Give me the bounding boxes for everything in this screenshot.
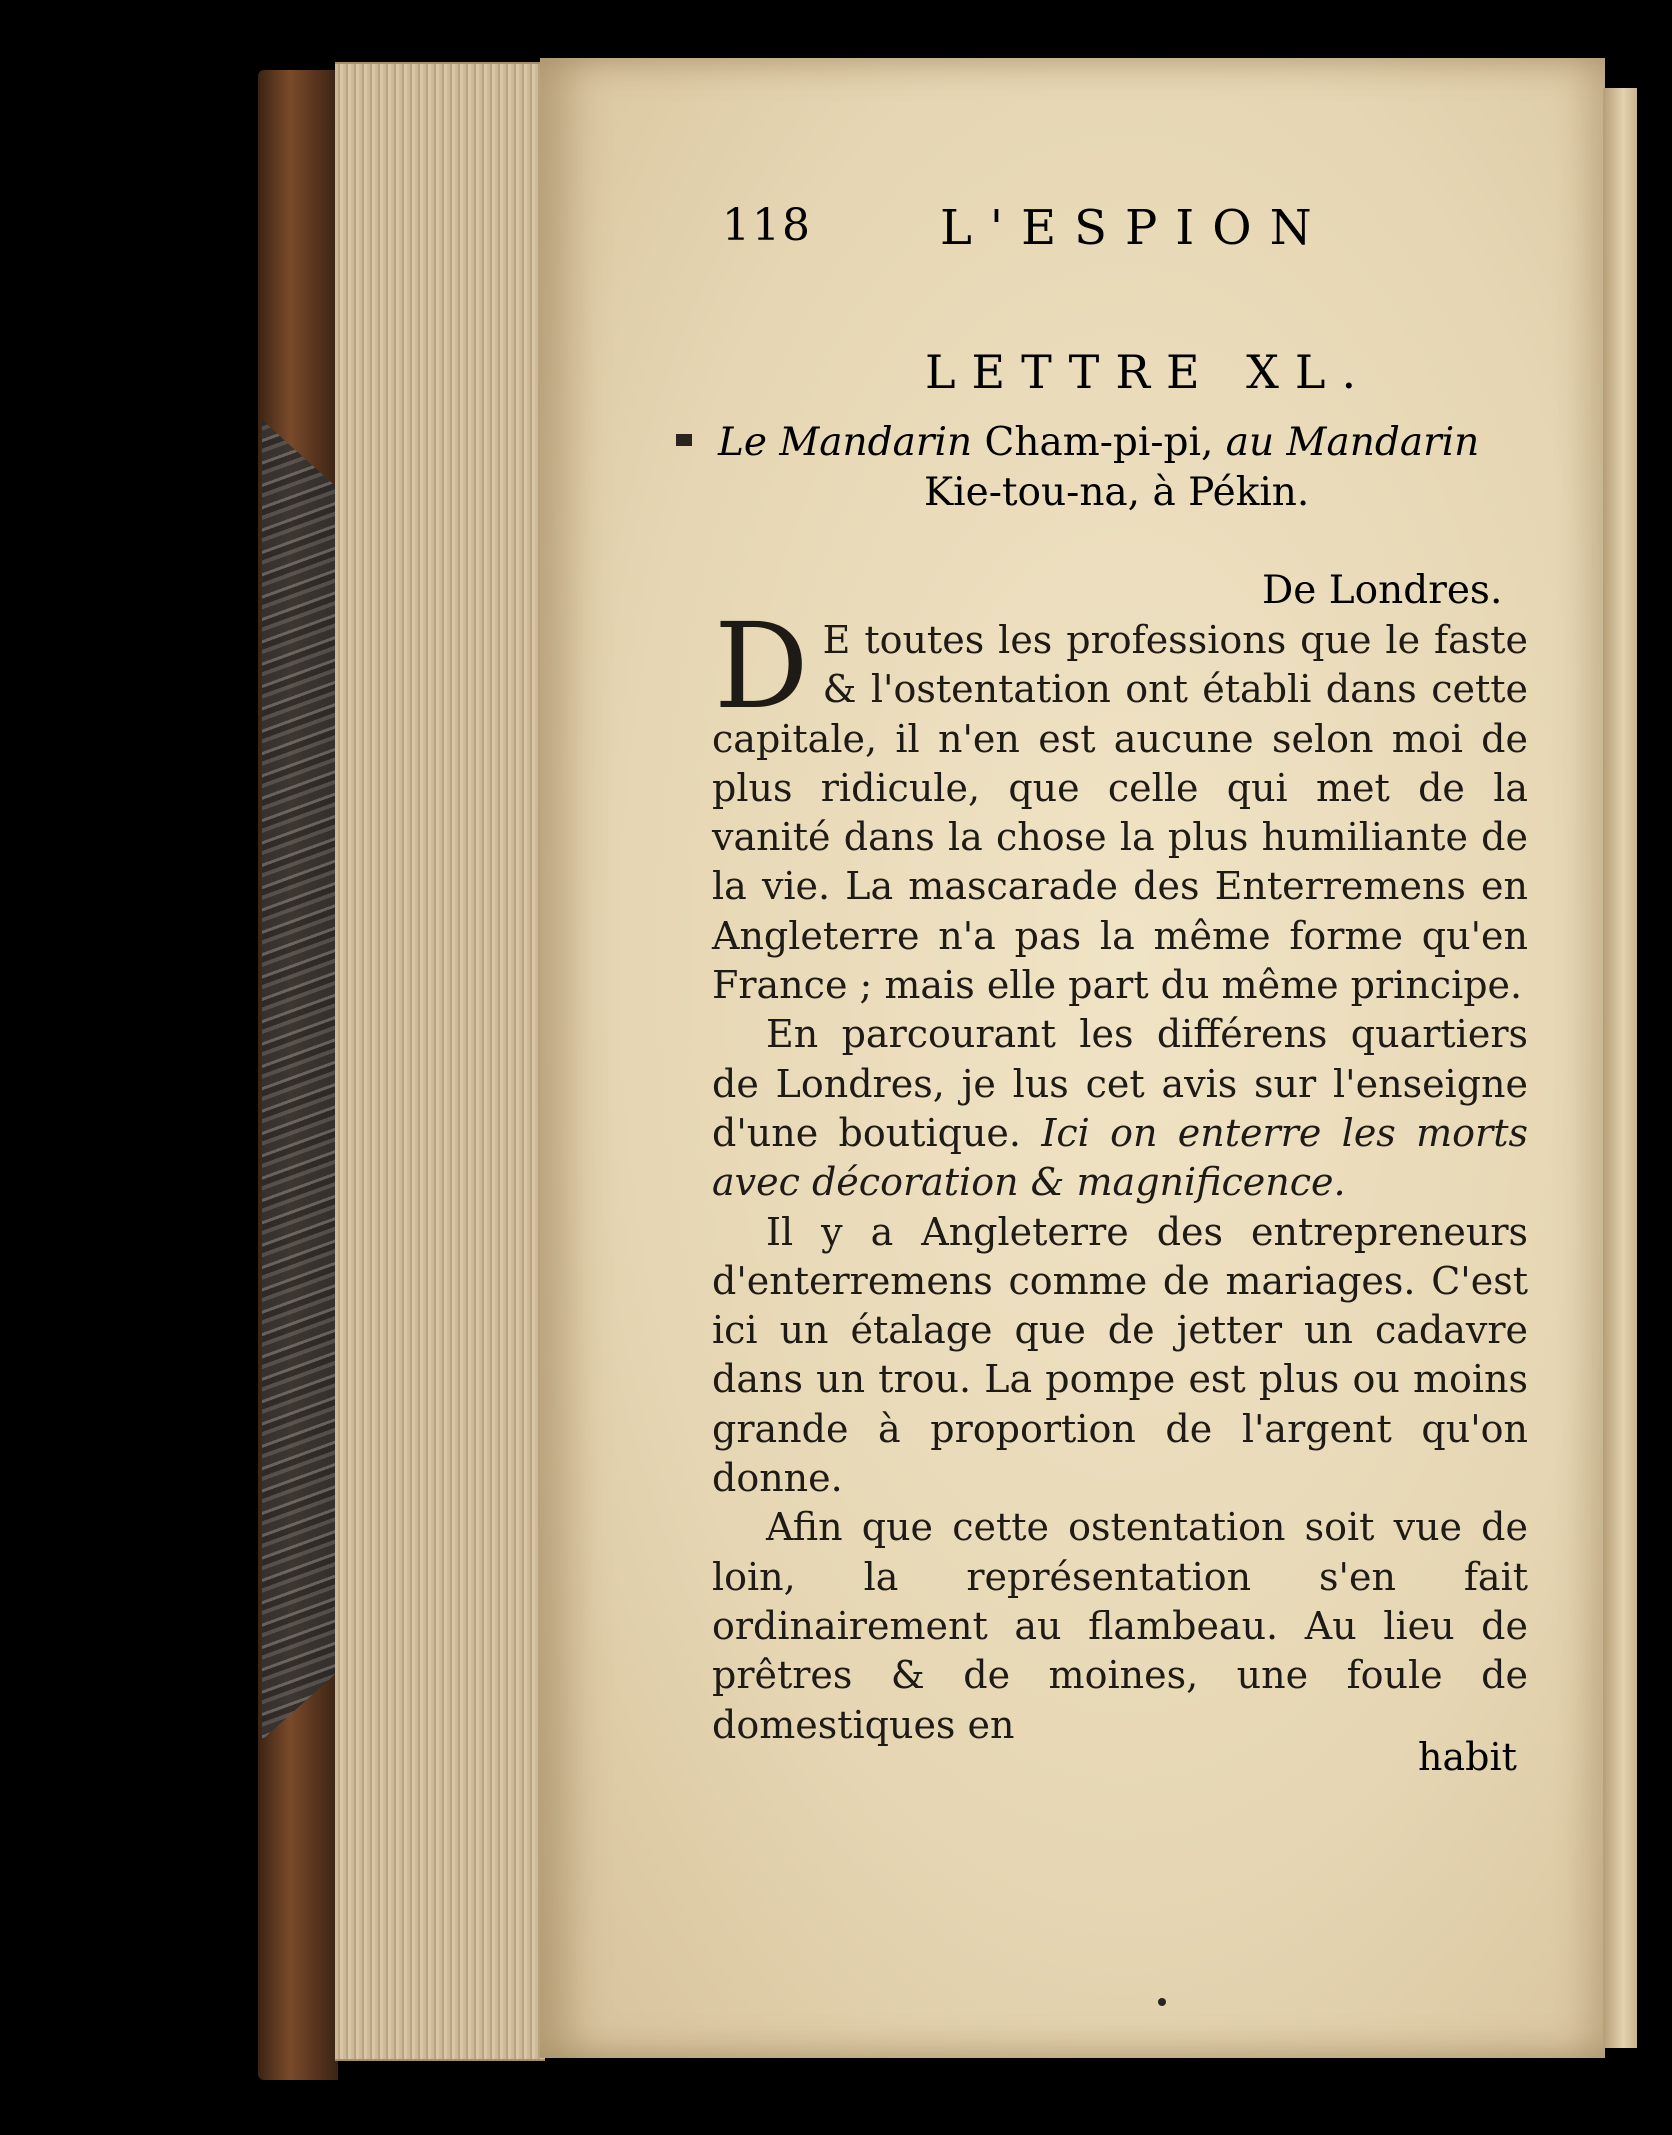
paragraph-1	[712, 597, 1528, 1010]
page-edges	[335, 62, 545, 2061]
paragraph-2-italic: Ici on enterre les morts avec décoration & magnificence.	[712, 1110, 1528, 1205]
salutation-italic-b: au Mandarin	[1225, 420, 1480, 465]
paragraph-2	[712, 1010, 1528, 1207]
salutation-line-2: Kie-tou-na, à Pékin.	[924, 470, 1310, 515]
salutation-line-1	[718, 418, 1538, 468]
paragraph-4: Afin que cette ostentation soit vue de loin, la représentation s'en fait ordinairement au flambeau. Au lieu de prêtres & de moines, une foule de domestiques en	[712, 1505, 1528, 1747]
running-title: L'ESPION	[940, 200, 1330, 256]
page-header	[722, 200, 1330, 260]
letter-title: LETTRE XL.	[925, 345, 1373, 399]
margin-mark-icon	[676, 434, 692, 446]
letter-salutation	[718, 418, 1538, 518]
paragraph-2-text: En parcourant les différens quartiers de Londres, je lus cet avis sur l'enseigne d'une boutique.	[712, 1012, 1528, 1155]
ink-dot	[1158, 1998, 1166, 2006]
page-number: 118	[722, 200, 812, 251]
paragraph-3: Il y a Angleterre des entrepreneurs d'enterremens comme de mariages. C'est ici un étalage que de jetter un cadavre dans un trou. La pompe est plus ou moins grande à proportion de l'argent qu'on donne.	[712, 1209, 1528, 1501]
paragraph-1-text: E toutes les professions que le faste & l'ostentation ont établi dans cette capitale, il n'en est aucune selon moi de plus ridicule, que celle qui met de la vanité dans la chose la plus humiliante de la vie. La mascarade des Enterremens en Angleterre n'a pas la même forme qu'en France ; mais elle part du même principe.	[712, 618, 1528, 1008]
drop-cap: D	[714, 597, 809, 735]
letter-place: De Londres.	[1262, 568, 1503, 613]
catchword: habit	[1418, 1735, 1517, 1779]
letter-body	[712, 597, 1528, 1750]
salutation-italic-a: Le Mandarin	[718, 420, 973, 465]
facing-page-edge	[1603, 88, 1637, 2048]
salutation-roman-a: Cham-pi-pi,	[984, 420, 1214, 465]
